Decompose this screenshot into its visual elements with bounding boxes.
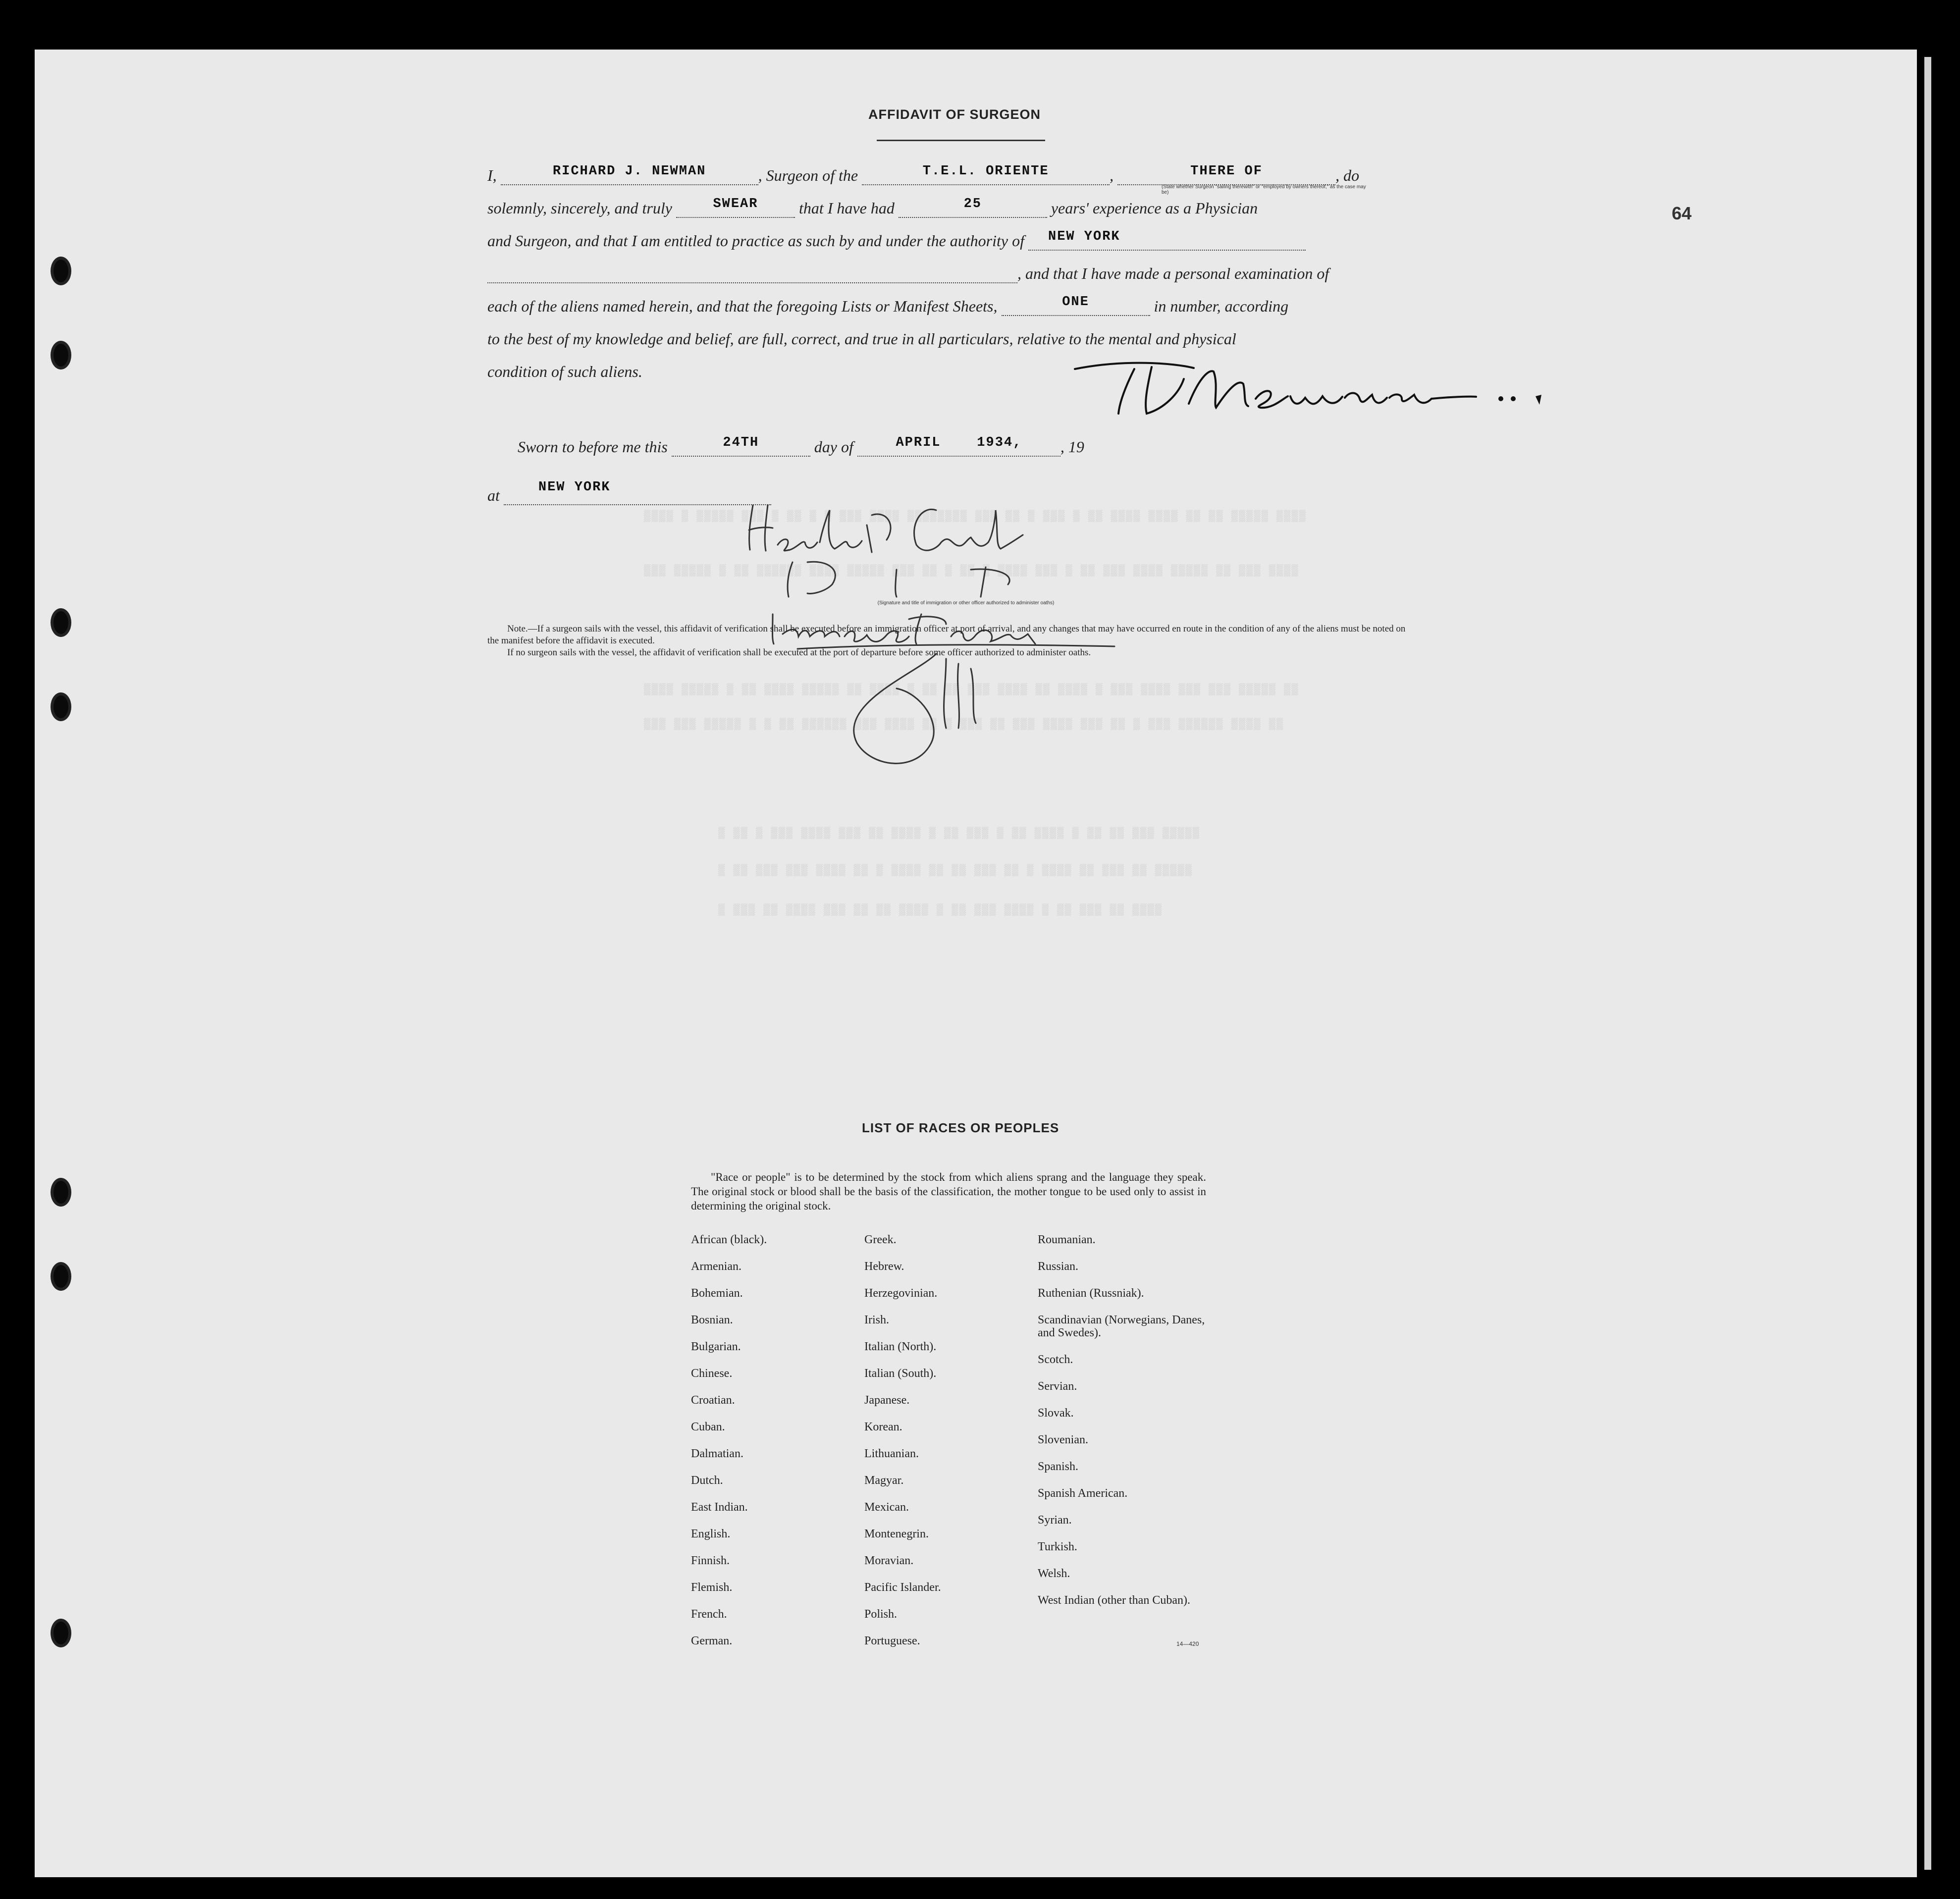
- race-item: Armenian.: [691, 1260, 742, 1273]
- binder-hole-icon: [51, 1619, 71, 1647]
- race-item: African (black).: [691, 1233, 767, 1246]
- race-item: Finnish.: [691, 1554, 730, 1567]
- binder-hole-icon: [51, 341, 71, 369]
- race-item: Russian.: [1038, 1260, 1079, 1273]
- affidavit-heading: AFFIDAVIT OF SURGEON: [868, 107, 1041, 122]
- place-prefix: at: [487, 486, 500, 504]
- binder-hole-icon: [51, 608, 71, 637]
- race-item: Magyar.: [864, 1474, 904, 1487]
- race-item: Slovak.: [1038, 1407, 1074, 1420]
- bleed-through-text: ▒▒▒▒ ▒▒▒▒▒ ▒ ▒▒ ▒▒▒▒ ▒▒▒▒▒ ▒▒ ▒▒▒▒ ▒ ▒▒ ▒▒ ▒▒▒ ▒▒▒▒ ▒▒ ▒▒▒▒ ▒ ▒▒▒ ▒▒▒▒ ▒▒▒ ▒▒▒ ▒▒▒▒▒ ▒▒: [644, 684, 1299, 696]
- race-item: Pacific Islander.: [864, 1581, 941, 1594]
- line5-suffix: in number, according: [1154, 297, 1289, 315]
- races-column-2: [864, 1233, 1028, 1661]
- race-item: Dalmatian.: [691, 1447, 743, 1460]
- sworn-line: [518, 437, 1449, 457]
- surgeon-signature: [1065, 349, 1570, 423]
- affidavit-line-4: [487, 264, 1419, 283]
- affidavit-line-6: to the best of my knowledge and belief, are full, correct, and true in all particulars, relative to the mental and physical: [487, 330, 1236, 348]
- race-item: Spanish.: [1038, 1460, 1079, 1473]
- race-item: Moravian.: [864, 1554, 914, 1567]
- race-item: Scandinavian (Norwegians, Danes, and Swedes).: [1038, 1314, 1205, 1339]
- bleed-through-text: ▒ ▒▒ ▒ ▒▒▒ ▒▒▒▒ ▒▒▒ ▒▒ ▒▒▒▒ ▒ ▒▒ ▒▒▒ ▒ ▒▒ ▒▒▒▒ ▒ ▒▒ ▒▒ ▒▒▒ ▒▒▒▒▒: [718, 827, 1200, 840]
- race-item: Bulgarian.: [691, 1340, 741, 1353]
- bleed-through-text: ▒▒▒ ▒▒▒▒▒ ▒ ▒▒ ▒▒▒▒▒▒ ▒▒▒▒ ▒▒▒▒▒ ▒▒▒ ▒▒ ▒ ▒▒ ▒ ▒▒▒▒ ▒▒▒ ▒ ▒▒ ▒▒▒ ▒▒▒▒ ▒▒▒▒▒ ▒▒ ▒▒▒ ▒▒▒▒: [644, 565, 1299, 577]
- affidavit-line-2: [487, 198, 1419, 218]
- sworn-day: 24TH: [723, 435, 759, 450]
- line2-prefix: solemnly, sincerely, and truly: [487, 199, 672, 217]
- bleed-through-text: ▒ ▒▒ ▒▒▒ ▒▒▒ ▒▒▒▒ ▒▒ ▒ ▒▒▒▒ ▒▒ ▒▒ ▒▒▒ ▒▒ ▒ ▒▒▒▒ ▒▒ ▒▒▒ ▒▒ ▒▒▒▒▒: [718, 864, 1193, 877]
- line1-comma: ,: [1110, 166, 1114, 184]
- officer-caption: (Signature and title of immigration or other officer authorized to administer oaths): [877, 600, 1055, 606]
- race-item: West Indian (other than Cuban).: [1038, 1594, 1190, 1607]
- race-item: Dutch.: [691, 1474, 723, 1487]
- line1-suffix: , do: [1335, 166, 1360, 184]
- bleed-through-text: ▒▒▒ ▒▒▒ ▒▒▒▒▒ ▒ ▒ ▒▒ ▒▒▒▒▒▒ ▒▒▒ ▒▒▒▒ ▒▒ ▒ ▒▒▒ ▒▒ ▒▒▒ ▒▒▒▒ ▒▒▒ ▒▒ ▒ ▒▒▒ ▒▒▒▒▒▒ ▒▒▒▒ ▒▒: [644, 718, 1284, 731]
- sworn-month-year: [857, 433, 1060, 453]
- affidavit-line-3: [487, 231, 1419, 251]
- line3-prefix: and Surgeon, and that I am entitled to practice as such by and under the authority of: [487, 232, 1024, 250]
- form-number: 14—420: [1176, 1640, 1199, 1647]
- races-intro: "Race or people" is to be determined by the stock from which aliens sprang and the language they speak. The original stock or blood shall be the basis of the classification, the mother tongue to be used only to assist in determining the original stock.: [691, 1171, 1206, 1212]
- place-value: NEW YORK: [538, 480, 611, 495]
- race-item: Irish.: [864, 1314, 889, 1326]
- race-item: German.: [691, 1635, 733, 1647]
- race-item: Italian (North).: [864, 1340, 937, 1353]
- race-item: Croatian.: [691, 1394, 735, 1407]
- affidavit-line-7: condition of such aliens.: [487, 363, 642, 380]
- surgeon-name: RICHARD J. NEWMAN: [552, 164, 706, 179]
- binder-hole-icon: [51, 692, 71, 721]
- sworn-mid: day of: [814, 438, 853, 456]
- sworn-suffix: , 19: [1060, 438, 1084, 456]
- race-item: English.: [691, 1528, 731, 1540]
- race-item: Scotch.: [1038, 1353, 1073, 1366]
- race-item: Portuguese.: [864, 1635, 920, 1647]
- race-item: Turkish.: [1038, 1540, 1077, 1553]
- race-item: East Indian.: [691, 1501, 748, 1514]
- race-item: Welsh.: [1038, 1567, 1070, 1580]
- manifest-sheet-count: ONE: [1062, 295, 1089, 310]
- race-item: Herzegovinian.: [864, 1287, 938, 1300]
- line4-suffix: , and that I have made a personal examination of: [1017, 264, 1329, 282]
- sheet-edge-right: [1924, 57, 1931, 1870]
- race-item: Chinese.: [691, 1367, 733, 1380]
- binder-hole-icon: [51, 257, 71, 285]
- race-item: French.: [691, 1608, 727, 1621]
- race-item: Japanese.: [864, 1394, 910, 1407]
- affidavit-line-1: [487, 165, 1419, 185]
- note-paragraph-1: Note.—If a surgeon sails with the vessel, this affidavit of verification shall be executed before an immigration officer at port of arrival, and any changes that may have occurred en route in the condition of any of the aliens must be noted on the manifest before the affidavit is executed.: [487, 624, 1406, 646]
- bleed-through-text: ▒▒▒▒ ▒ ▒▒▒▒▒ ▒▒▒ ▒ ▒▒ ▒ ▒ ▒▒▒ ▒▒▒▒ ▒▒▒▒▒▒▒▒ ▒▒▒ ▒▒ ▒ ▒▒▒ ▒ ▒▒ ▒▒▒▒ ▒▒▒▒ ▒▒ ▒▒ ▒▒▒▒▒ ▒▒▒▒: [644, 510, 1307, 523]
- races-heading: LIST OF RACES OR PEOPLES: [862, 1120, 1059, 1135]
- race-item: Syrian.: [1038, 1514, 1072, 1527]
- line2-suffix: years' experience as a Physician: [1051, 199, 1258, 217]
- race-item: Servian.: [1038, 1380, 1077, 1393]
- surgeon-relation: THERE OF: [1190, 164, 1263, 179]
- page-mark: 64: [1672, 203, 1692, 223]
- heading-rule: [877, 140, 1045, 141]
- race-item: Ruthenian (Russniak).: [1038, 1287, 1144, 1300]
- races-column-3: [1038, 1233, 1206, 1634]
- race-item: Lithuanian.: [864, 1447, 919, 1460]
- vessel-name: T.E.L. ORIENTE: [922, 164, 1049, 179]
- line1-mid: , Surgeon of the: [758, 166, 858, 184]
- binder-hole-icon: [51, 1178, 71, 1207]
- race-item: Spanish American.: [1038, 1487, 1128, 1500]
- race-item: Cuban.: [691, 1421, 725, 1433]
- oath-type: SWEAR: [713, 197, 758, 211]
- race-item: Korean.: [864, 1421, 902, 1433]
- race-item: Bosnian.: [691, 1314, 733, 1326]
- race-item: Slovenian.: [1038, 1433, 1088, 1446]
- relation-hint: (State whether Surgeon "sailing therewith" or "employed by owners thereof," as the case may be): [1162, 184, 1366, 195]
- race-item: Polish.: [864, 1608, 898, 1621]
- race-item: Flemish.: [691, 1581, 733, 1594]
- race-item: Roumanian.: [1038, 1233, 1096, 1246]
- races-column-1: [691, 1233, 854, 1661]
- race-item: Greek.: [864, 1233, 897, 1246]
- binder-hole-icon: [51, 1262, 71, 1291]
- race-item: Hebrew.: [864, 1260, 904, 1273]
- licensing-authority: NEW YORK: [1048, 229, 1120, 244]
- race-item: Bohemian.: [691, 1287, 743, 1300]
- sworn-prefix: Sworn to before me this: [518, 438, 668, 456]
- affidavit-line-5: [487, 296, 1419, 316]
- bleed-through-text: ▒ ▒▒▒ ▒▒ ▒▒▒▒ ▒▒▒ ▒▒ ▒▒ ▒▒▒▒ ▒ ▒▒ ▒▒▒ ▒▒▒▒ ▒ ▒▒ ▒▒▒ ▒▒ ▒▒▒▒: [718, 904, 1163, 916]
- sworn-month: APRIL: [896, 435, 941, 450]
- sworn-year: 1934,: [977, 435, 1022, 450]
- note-paragraph-2: If no surgeon sails with the vessel, the affidavit of verification shall be executed at the port of departure before some officer authorized to administer oaths.: [507, 647, 1091, 658]
- years-experience: 25: [963, 197, 982, 211]
- race-item: Montenegrin.: [864, 1528, 929, 1540]
- race-item: Italian (South).: [864, 1367, 937, 1380]
- race-item: Mexican.: [864, 1501, 909, 1514]
- line2-mid: that I have had: [798, 199, 895, 217]
- line5-prefix: each of the aliens named herein, and that the foregoing Lists or Manifest Sheets,: [487, 297, 998, 315]
- line1-prefix: I,: [487, 166, 497, 184]
